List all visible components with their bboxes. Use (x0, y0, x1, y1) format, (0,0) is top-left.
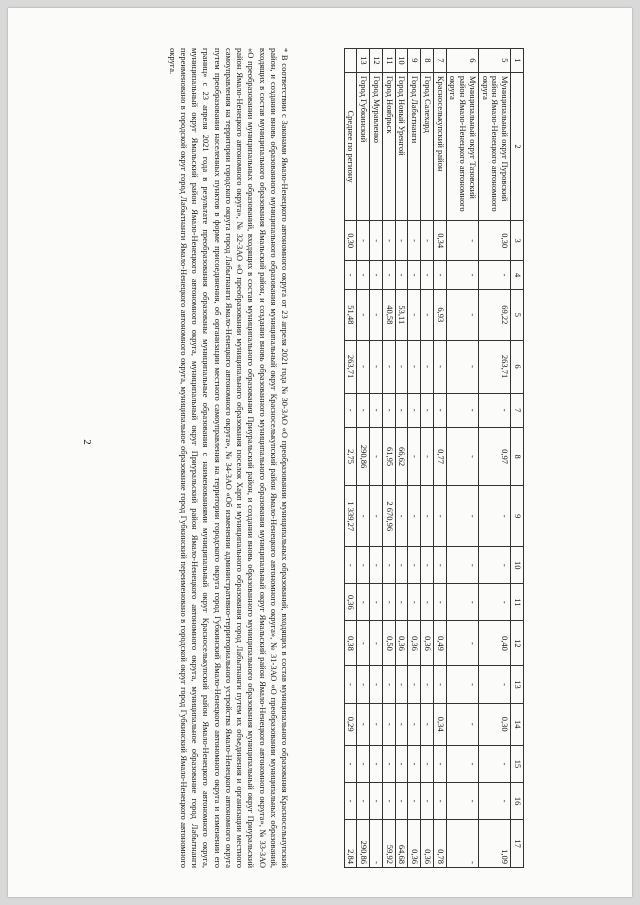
table-cell: 13 (357, 49, 370, 73)
table-cell: - (446, 703, 478, 745)
header-cell: 10 (511, 547, 524, 584)
table-cell: 0,34 (433, 221, 446, 261)
table-cell: - (357, 261, 370, 290)
table-cell: - (344, 783, 357, 820)
row-label-cell: Муниципальный округ Тазовский район Ямало-Ненецкого автономного округа (446, 72, 478, 220)
table-cell: 64,68 (395, 820, 408, 868)
table-cell: - (357, 783, 370, 820)
table-cell: 9 (408, 49, 421, 73)
table-cell: - (370, 486, 383, 547)
table-cell: - (357, 584, 370, 621)
header-cell: 11 (511, 584, 524, 621)
row-label-cell: Город Салехард (421, 72, 434, 220)
data-table (344, 48, 524, 868)
table-cell: - (357, 547, 370, 584)
table-cell: 10 (395, 49, 408, 73)
table-cell: - (395, 783, 408, 820)
table-cell: 0,30 (478, 703, 510, 745)
table-cell: - (357, 666, 370, 703)
table-cell: - (433, 340, 446, 393)
table-cell: - (382, 745, 395, 782)
table-cell: - (421, 221, 434, 261)
table-cell: 69,22 (478, 290, 510, 340)
table-cell: - (421, 783, 434, 820)
table-cell: - (395, 745, 408, 782)
table-cell: - (408, 221, 421, 261)
table-cell: 0,36 (344, 584, 357, 621)
table-cell: - (344, 666, 357, 703)
table-cell: - (370, 820, 383, 868)
table-cell: - (408, 261, 421, 290)
table-cell: 0,77 (433, 427, 446, 485)
table-cell: 1,09 (478, 820, 510, 868)
table-cell: - (446, 393, 478, 427)
table-cell: - (344, 745, 357, 782)
table-cell: - (408, 427, 421, 485)
table-cell: - (370, 745, 383, 782)
header-cell: 5 (511, 290, 524, 340)
table-cell: - (421, 427, 434, 485)
table-row (478, 49, 510, 868)
table-body (344, 49, 511, 868)
table-row (408, 49, 421, 868)
table-cell: - (433, 393, 446, 427)
table-cell: - (382, 393, 395, 427)
table-cell: 2,84 (344, 820, 357, 868)
table-cell: - (433, 666, 446, 703)
table-cell: - (478, 486, 510, 547)
table-cell: - (421, 261, 434, 290)
table-cell: - (370, 393, 383, 427)
table-cell: - (446, 290, 478, 340)
table-cell: - (478, 547, 510, 584)
table-cell: 6 (446, 49, 478, 73)
table-cell: - (408, 783, 421, 820)
table-cell: - (478, 745, 510, 782)
table-cell: - (421, 703, 434, 745)
table-row (344, 49, 357, 868)
table-cell: 0,34 (433, 703, 446, 745)
table-cell: - (408, 290, 421, 340)
table-cell: - (395, 666, 408, 703)
table-cell: 0,49 (433, 621, 446, 666)
table-cell: - (344, 261, 357, 290)
table-cell: - (446, 340, 478, 393)
table-cell: 0,30 (344, 221, 357, 261)
header-cell: 13 (511, 666, 524, 703)
table-cell: - (433, 486, 446, 547)
row-label-cell: Город Губкинский (357, 72, 370, 220)
row-label-cell: Город Ноябрьск (382, 72, 395, 220)
row-label-cell: Муниципальный округ Пуровский район Ямало-Ненецкого автономного округа (478, 72, 510, 220)
table-cell: 40,58 (382, 290, 395, 340)
table-cell: - (370, 666, 383, 703)
table-cell: 1 339,27 (344, 486, 357, 547)
table-cell: - (382, 547, 395, 584)
table-cell: - (446, 486, 478, 547)
page-number: 2 (80, 439, 93, 445)
table-cell: - (357, 393, 370, 427)
table-cell: - (370, 547, 383, 584)
table-cell: - (421, 745, 434, 782)
table-cell: 0,36 (421, 621, 434, 666)
table-cell: 5 (478, 49, 510, 73)
table-cell: 0,36 (408, 820, 421, 868)
table-cell: - (357, 221, 370, 261)
table-cell: - (395, 703, 408, 745)
table-cell: - (395, 547, 408, 584)
table-cell: - (446, 820, 478, 868)
table-cell: - (408, 666, 421, 703)
table-cell: 0,36 (421, 820, 434, 868)
table-cell: 2 670,96 (382, 486, 395, 547)
table-cell: - (357, 621, 370, 666)
header-cell: 9 (511, 486, 524, 547)
table-cell: 0,36 (395, 621, 408, 666)
table-cell: - (370, 783, 383, 820)
table-cell: - (382, 584, 395, 621)
table-cell: - (370, 427, 383, 485)
table-cell: - (478, 666, 510, 703)
table-cell: 11 (382, 49, 395, 73)
header-cell: 12 (511, 621, 524, 666)
header-cell: 7 (511, 393, 524, 427)
table-row (446, 49, 478, 868)
header-cell: 17 (511, 820, 524, 868)
table-cell: - (446, 221, 478, 261)
table-cell: - (370, 290, 383, 340)
table-cell: 51,48 (344, 290, 357, 340)
table-cell: - (446, 745, 478, 782)
table-cell: - (408, 745, 421, 782)
table-cell (344, 49, 357, 73)
table-cell: - (433, 261, 446, 290)
row-label-cell: Город Лабытнанги (408, 72, 421, 220)
table-cell: 0,40 (478, 621, 510, 666)
table-cell: 0,78 (433, 820, 446, 868)
table-cell: - (421, 666, 434, 703)
table-cell: - (357, 290, 370, 340)
table-cell: - (478, 584, 510, 621)
table-cell: - (433, 584, 446, 621)
table-cell: 61,95 (382, 427, 395, 485)
table-row (433, 49, 446, 868)
table-cell: - (357, 340, 370, 393)
table-cell: - (357, 745, 370, 782)
table-cell: 290,86 (357, 427, 370, 485)
table-cell: - (433, 547, 446, 584)
footnote: * В соответствии с Законами Ямало-Ненецкого автономного округа от 23 апреля 2021 года № 30-ЗАО «О преобразовании муниципальных образований, входящих в состав муниципального образования Красносельнупский район, и создании вновь образованного муниципального образования муниципальный округ Красноселькупский район Ямало-Ненецкого автономного округа», № 31-ЗАО «О преобразовании муниципальных образований, входящих в состав муниципального образования Ямальский район, и создании вновь образованного муниципального образования муниципальный округ Ямальский район Ямало-Ненецкого автономного округа», № 33-ЗАО «О преобразовании муниципальных образований, входящих в состав муниципального образования Приуральский район, и создании вновь образованного муниципального образования муниципальный округ Приуральский район Ямало-Ненецкого автономного округа», № 32-ЗАО «О преобразовании муниципального образования поселок Харп и муниципального образования город Лабытнанги путем их объединения и организации местного самоуправления на территории городского округа город Лабытнанги Ямало-Ненецкого автономного округа», № 34-ЗАО «Об изменении административно-территориального устройства Ямало-Ненецкого автономного округа путем преобразования населенных пунктов в форме присоединения, об организации местного самоуправления на территории городского округа город Губкинский Ямало-Ненецкого автономного округа и изменении его границ» с 23 апреля 2021 года в результате преобразования образованы муниципальные образования с наименованиями муниципальный округ Красноселькупский район Ямало-Ненецкого автономного округа, муниципальный округ Ямальский район Ямало-Ненецкого автономного округа, муниципальный округ Приуральский район Ямало-Ненецкого автономного округа, муниципальное образование город Лабытнанги переименовано в городской округ город Лабытнанги Ямало-Ненецкого автономного округа, муниципальное образование город Губкинский переименовано в городской округ город Губкинский Ямало-Ненецкого автономного округа. (167, 48, 290, 868)
table-cell: - (382, 666, 395, 703)
row-label-cell: Город Новый Уренгой (395, 72, 408, 220)
table-cell: 0,50 (382, 621, 395, 666)
table-cell: 6,93 (433, 290, 446, 340)
table-row (421, 49, 434, 868)
header-cell: 15 (511, 745, 524, 782)
table-cell: - (382, 783, 395, 820)
table-cell: - (408, 393, 421, 427)
table-cell: - (446, 621, 478, 666)
table-cell: - (421, 340, 434, 393)
header-cell: 2 (511, 72, 524, 220)
table-cell: - (408, 340, 421, 393)
table-cell: - (433, 745, 446, 782)
header-cell: 4 (511, 261, 524, 290)
table-cell: - (370, 221, 383, 261)
table-cell: - (382, 703, 395, 745)
table-cell: - (370, 584, 383, 621)
table-cell: - (395, 393, 408, 427)
table-cell: 12 (370, 49, 383, 73)
table-cell: - (395, 221, 408, 261)
table-cell: - (408, 547, 421, 584)
table-cell: - (382, 340, 395, 393)
rotated-content (114, 48, 524, 868)
table-cell: - (408, 584, 421, 621)
table-cell: - (421, 584, 434, 621)
row-label-cell: Среднее по региону (344, 72, 357, 220)
table-cell: - (408, 703, 421, 745)
table-row (357, 49, 370, 868)
table-cell: - (370, 340, 383, 393)
table-cell: - (433, 783, 446, 820)
table-cell: - (421, 486, 434, 547)
table-cell: - (408, 486, 421, 547)
row-label-cell: Город Муравленко (370, 72, 383, 220)
table-cell: - (370, 703, 383, 745)
table-cell: 0,97 (478, 427, 510, 485)
table-cell: - (357, 486, 370, 547)
table-cell: - (446, 261, 478, 290)
table-cell: - (357, 703, 370, 745)
table-cell: - (421, 290, 434, 340)
table-cell: - (446, 547, 478, 584)
table-cell: 2,75 (344, 427, 357, 485)
table-cell: - (478, 783, 510, 820)
table-cell: - (446, 427, 478, 485)
table-cell: - (395, 486, 408, 547)
table-cell: - (478, 393, 510, 427)
table-cell: 263,71 (478, 340, 510, 393)
table-cell: - (446, 584, 478, 621)
table-cell: 0,30 (478, 221, 510, 261)
table-cell: 53,11 (395, 290, 408, 340)
row-label-cell: Красноселькупский район (433, 72, 446, 220)
header-cell: 3 (511, 221, 524, 261)
table-cell: - (446, 666, 478, 703)
table-cell: 263,71 (344, 340, 357, 393)
table-cell: 59,92 (382, 820, 395, 868)
table-cell: 290,86 (357, 820, 370, 868)
table-cell: 0,38 (344, 621, 357, 666)
table-cell: 0,29 (344, 703, 357, 745)
table-cell: 0,36 (408, 621, 421, 666)
table-cell: - (344, 547, 357, 584)
table-cell: - (395, 584, 408, 621)
header-cell: 6 (511, 340, 524, 393)
table-cell: - (478, 261, 510, 290)
table-row (370, 49, 383, 868)
header-cell: 14 (511, 703, 524, 745)
table-cell: - (421, 547, 434, 584)
table-cell: - (370, 261, 383, 290)
table-header-row (511, 49, 524, 868)
table-cell: - (370, 621, 383, 666)
table-cell: - (421, 393, 434, 427)
table-cell: - (344, 393, 357, 427)
table-cell: - (382, 261, 395, 290)
table-row (382, 49, 395, 868)
table-cell: - (382, 221, 395, 261)
table-cell: - (395, 261, 408, 290)
table-cell: - (395, 340, 408, 393)
header-cell: 1 (511, 49, 524, 73)
table-row (395, 49, 408, 868)
table-cell: - (446, 783, 478, 820)
document-page (8, 8, 632, 897)
table-cell: 8 (421, 49, 434, 73)
header-cell: 8 (511, 427, 524, 485)
table-cell: 7 (433, 49, 446, 73)
header-cell: 16 (511, 783, 524, 820)
table-cell: 66,62 (395, 427, 408, 485)
